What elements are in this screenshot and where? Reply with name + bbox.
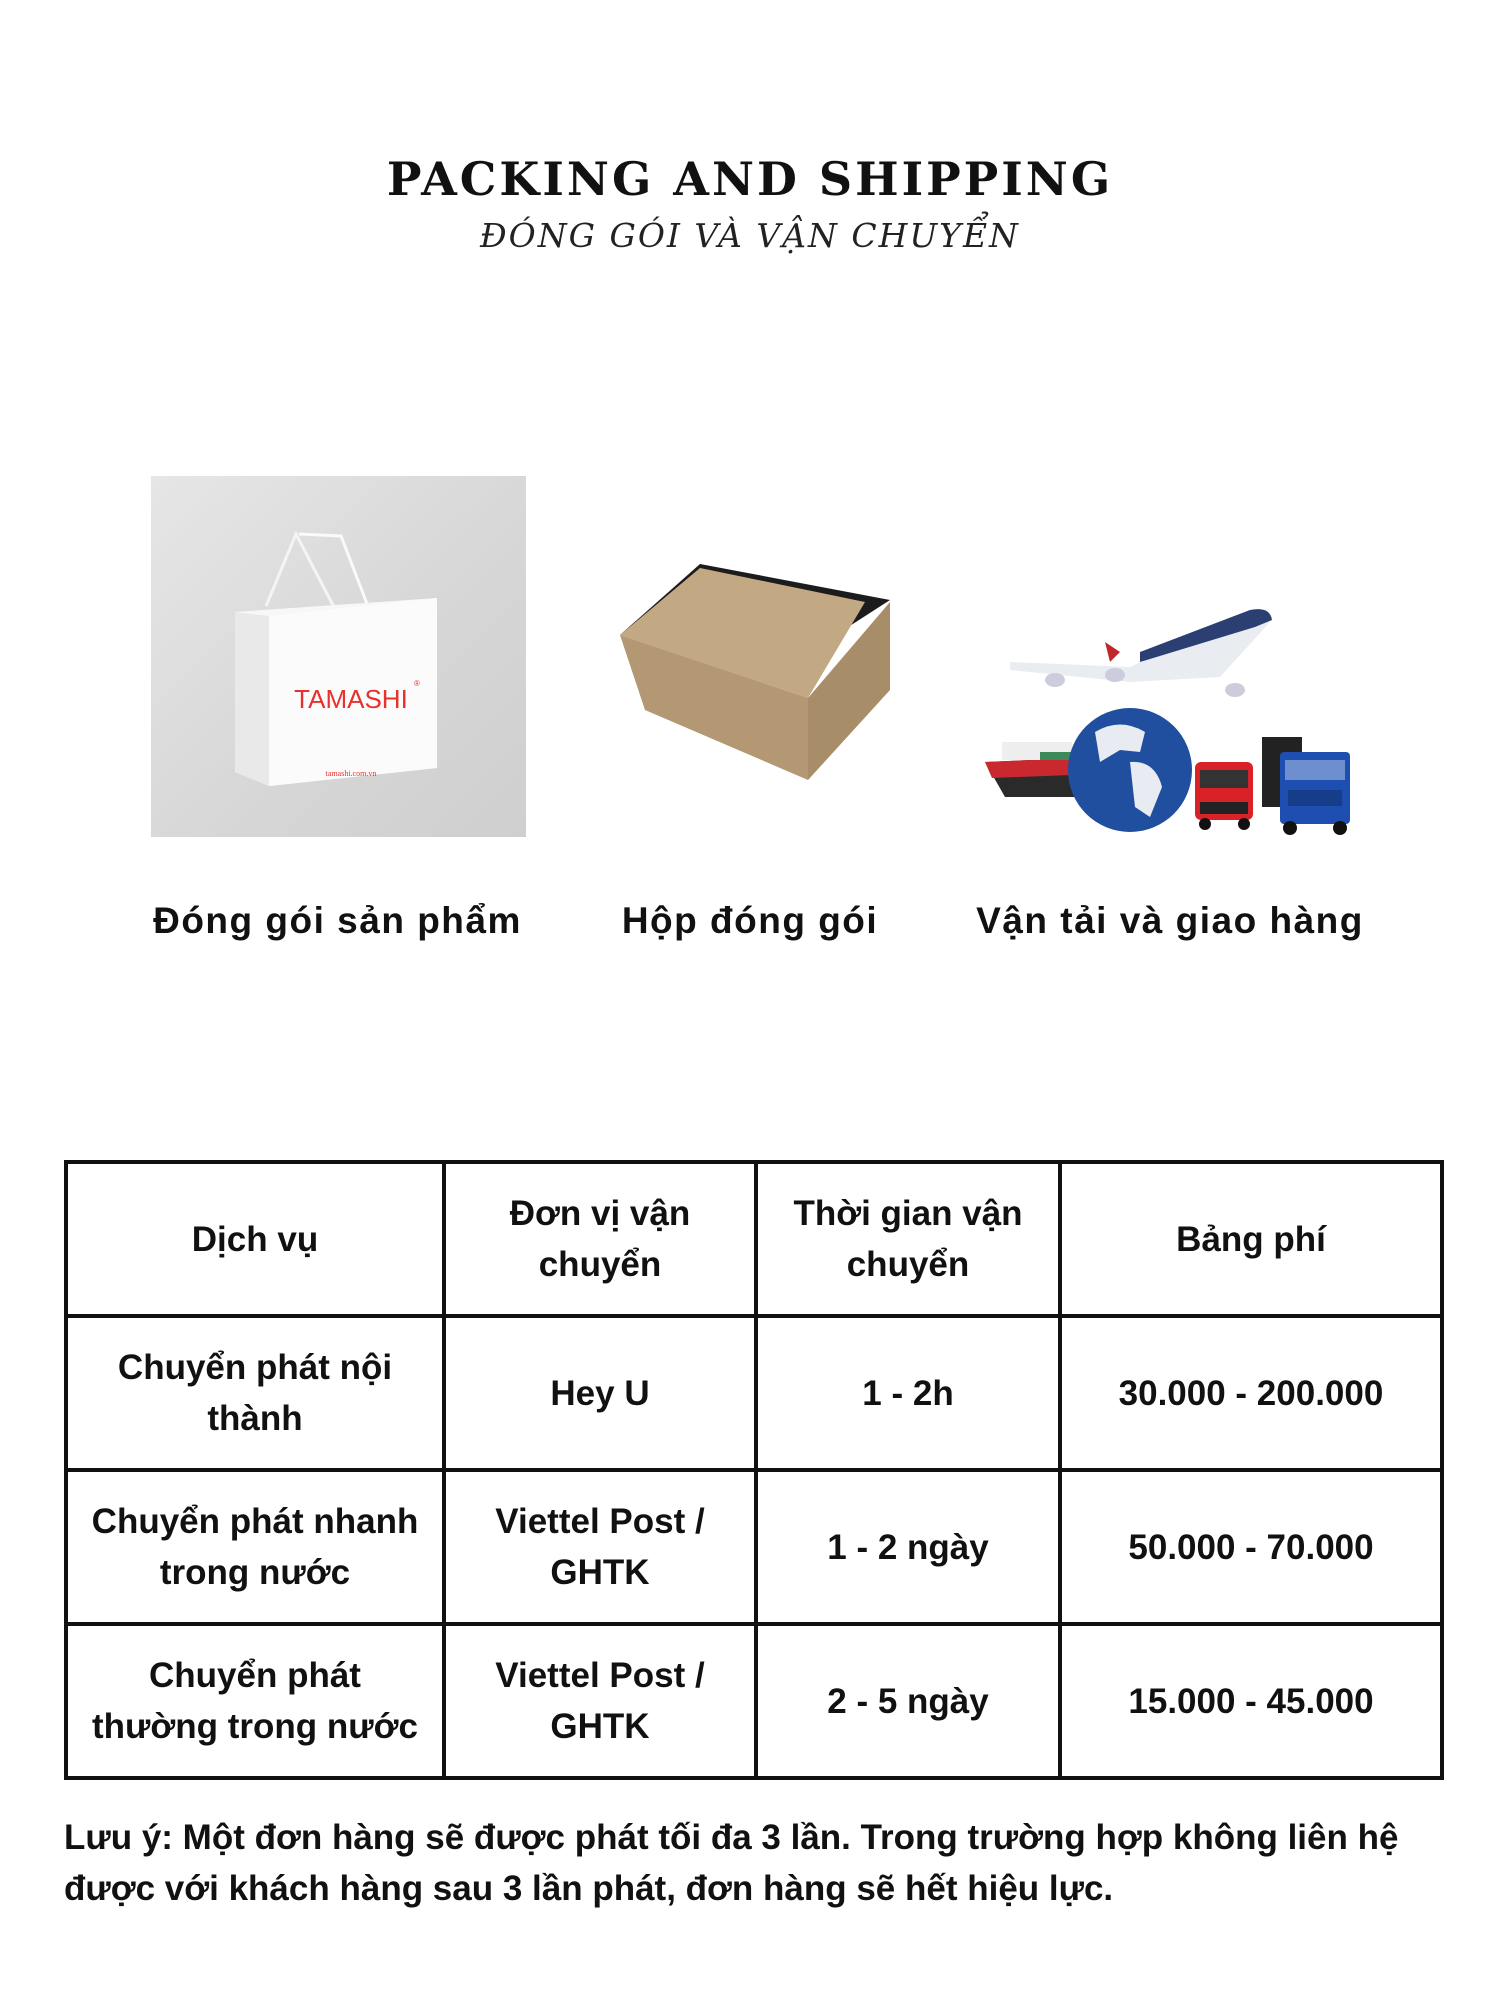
shopping-bag-illustration [151,476,526,837]
transport-image [980,592,1360,842]
transport-illustration [980,592,1360,842]
header-delivery-time: Thời gian vận chuyển [756,1162,1060,1316]
cell-fee: 50.000 - 70.000 [1060,1470,1442,1624]
page-subtitle: ĐÓNG GÓI VÀ VẬN CHUYỂN [480,216,1020,255]
table-row [66,1624,1442,1778]
header-fee: Bảng phí [1060,1162,1442,1316]
table-row [66,1316,1442,1470]
cell-service: Chuyển phát nhanh trong nước [66,1470,444,1624]
caption-transport-delivery: Vận tải và giao hàng [976,900,1364,941]
cell-delivery-time: 1 - 2h [756,1316,1060,1470]
header-carrier: Đơn vị vận chuyển [444,1162,756,1316]
caption-product-packaging: Đóng gói sản phẩm [153,900,522,941]
table-header-row [66,1162,1442,1316]
globe-icon [1068,708,1192,832]
header-service: Dịch vụ [66,1162,444,1316]
registered-mark: ® [414,679,420,688]
cell-carrier: Viettel Post / GHTK [444,1470,756,1624]
cell-carrier: Viettel Post / GHTK [444,1624,756,1778]
cell-fee: 15.000 - 45.000 [1060,1624,1442,1778]
shipping-table [64,1160,1444,1780]
cell-service: Chuyển phát thường trong nước [66,1624,444,1778]
cardboard-box-image [600,540,900,780]
cell-fee: 30.000 - 200.000 [1060,1316,1442,1470]
shopping-bag-image [151,476,526,837]
cell-service: Chuyển phát nội thành [66,1316,444,1470]
table-row [66,1470,1442,1624]
page-title: PACKING AND SHIPPING [386,152,1114,206]
van-icon [1195,762,1253,830]
cell-carrier: Hey U [444,1316,756,1470]
cell-delivery-time: 2 - 5 ngày [756,1624,1060,1778]
truck-icon [1262,737,1350,835]
airplane-icon [1010,609,1272,697]
shipping-note: Lưu ý: Một đơn hàng sẽ được phát tối đa 3 lần. Trong trường hợp không liên hệ được với khách hàng sau 3 lần phát, đơn hàng sẽ hết hiệu lực. [64,1818,1399,1908]
caption-packing-box: Hộp đóng gói [621,900,879,941]
brand-logo-text: TAMASHI [294,684,408,714]
brand-url-text: tamashi.com.vn [325,769,377,778]
cardboard-box-illustration [600,540,900,780]
cell-delivery-time: 1 - 2 ngày [756,1470,1060,1624]
